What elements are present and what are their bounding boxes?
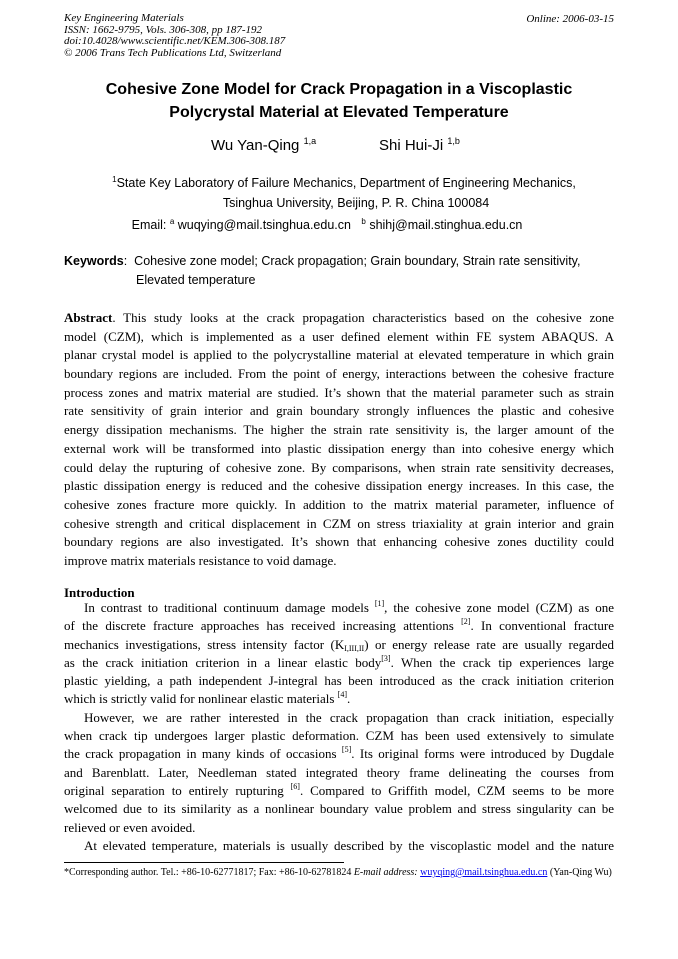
abstract-line: boundary regions are also investigated. It’s shown that enhancing cohesive zones ductility could — [64, 534, 614, 550]
email-label: Email: — [131, 218, 170, 233]
abstract-line: energy dissipation mechanisms. The higher the strain rate sensitivity is, the larger amount of the — [64, 422, 614, 438]
affiliation-line: State Key Laboratory of Failure Mechanics, Department of Engineering Mechanics, — [116, 176, 576, 191]
journal-name: Key Engineering Materials — [64, 12, 184, 24]
citation-ref: [3] — [381, 653, 391, 663]
online-date: Online: 2006-03-15 — [526, 13, 614, 25]
paragraph-line: mechanics investigations, stress intensity factor $(K_{I,III,II})$ or energy release rate are usually regarded — [64, 636, 614, 653]
title-line: Cohesive Zone Model for Crack Propagation in a Viscoplastic — [105, 81, 573, 98]
keywords-text: Cohesive zone model; Crack propagation; Grain boundary, Strain rate sensitivity, — [134, 254, 581, 268]
abstract-line: external work will be transformed into plastic dissipation energy than into cohesive energy which — [64, 440, 614, 456]
citation-ref: [5] — [341, 745, 352, 755]
abstract-line: improve matrix materials resistance to void damage. — [64, 552, 337, 568]
journal-header — [64, 13, 285, 59]
abstract-line: could delay the rupturing of cohesive zone. By comparisons, when strain rate sensitivity decreases, — [64, 459, 614, 475]
author — [379, 136, 460, 154]
introduction-body — [64, 599, 614, 855]
abstract-line: process zones and matrix material are studied. It’s shown that the material parameter such as strain — [64, 384, 614, 400]
affiliation-sup: 1 — [112, 175, 117, 184]
email-sup: a — [169, 217, 175, 226]
abstract-line: planar crystal model is applied to the polycrystalline material at elevated temperature in which grain — [64, 347, 614, 363]
footnote-divider — [64, 862, 344, 863]
copyright: © 2006 Trans Tech Publications Ltd, Switzerland — [64, 46, 282, 59]
doi: doi:10.4028/www.scientific.net/KEM.306-308.187 — [64, 35, 286, 47]
citation-ref: [2] — [461, 617, 471, 627]
paragraph-line: relieved or even avoided. — [64, 819, 196, 835]
citation-ref: [1] — [374, 599, 385, 608]
keywords — [64, 252, 614, 290]
paragraph-line: as the crack initiation criterion in a linear elastic body[3]. When the crack tip experiences large — [64, 653, 614, 670]
footnote-text: *Corresponding author. Tel.: +86-10-62771817; Fax: +86-10-62781824 — [64, 867, 354, 878]
abstract-line: plastic dissipation energy is reduced and the cohesive dissipation energy increases. In this case, the — [64, 478, 614, 494]
paragraph-line: In contrast to traditional continuum damage models [1], the cohesive zone model (CZM) as one — [84, 599, 614, 615]
abstract-line: cohesive strength and critical displacement in CZM on stress triaxiality at grain interior and grain — [64, 515, 614, 531]
paragraph-line: the crack propagation in many kinds of occasions [5]. Its original forms were introduced by Dugdale — [64, 745, 614, 762]
abstract — [64, 309, 614, 571]
section-heading: Introduction — [64, 585, 135, 600]
footnote-email-link[interactable]: wuyqing@mail.tsinghua.edu.cn — [420, 867, 548, 878]
issn: ISSN: 1662-9795, Vols. 306-308, pp 187-192 — [64, 23, 262, 36]
keywords-label: Keywords — [64, 254, 124, 268]
abstract-line: cohesive zones fracture more quickly. In addition to the matrix material parameter, influence of — [64, 496, 614, 512]
paragraph-line: At elevated temperature, materials is usually described by the viscoplastic model and the nature — [84, 837, 614, 853]
author — [211, 136, 316, 154]
abstract-line: rate sensitivity of grain interior and grain boundary strongly influences the plastic and cohesive — [64, 403, 614, 419]
paragraph-line: plastic yielding, a path independent J-integral has been introduced as the crack initiation criterion — [64, 673, 614, 689]
author-name: Wu Yan-Qing — [211, 137, 300, 154]
paragraph-line: which is strictly valid for nonlinear elastic materials [4]. — [64, 690, 351, 707]
paragraph-line: of the discrete fracture approaches has received increasing attentions [2]. In conventional fracture — [64, 617, 614, 634]
abstract-line: boundary regions are included. From the point of energy, interactions between the cohesive fracture — [64, 366, 614, 382]
abstract-label: Abstract — [64, 310, 113, 325]
citation-ref: [6] — [290, 781, 300, 791]
affiliation-line: Tsinghua University, Beijing, P. R. China 100084 — [222, 196, 490, 211]
paragraph-line: welcomed due to its similarity as a nonlinear boundary value problem and stress singularity can be — [64, 801, 614, 817]
abstract-line: model (CZM), which is implemented as a user defined element within FE system ABAQUS. A — [64, 328, 614, 344]
email-a[interactable]: wuqying@mail.tsinghua.edu.cn — [174, 218, 351, 233]
author-sup: 1,b — [447, 136, 460, 146]
citation-ref: [4] — [337, 690, 347, 700]
author-sup: 1,a — [303, 136, 317, 146]
affiliation — [0, 170, 678, 213]
paragraph-line: original separation to entirely rupturing [6]. Compared to Griffith model, CZM seems to be more — [64, 781, 614, 798]
keywords-colon: : — [123, 254, 135, 268]
subscript: I,III,II — [344, 643, 365, 653]
footnote — [64, 866, 614, 879]
paragraph-line: when crack tip undergoes larger plastic deformation. CZM has been used extensively to simulate — [64, 728, 614, 744]
email-line — [0, 212, 666, 235]
paragraph-line: However, we are rather interested in the crack propagation than crack initiation, especially — [84, 709, 614, 725]
paper-title — [0, 78, 678, 124]
email-sup: b — [361, 217, 366, 226]
footnote-text: (Yan-Qing Wu) — [547, 867, 612, 878]
email-b[interactable]: shihj@mail.stinghua.edu.cn — [365, 218, 523, 233]
title-line: Polycrystal Material at Elevated Temperature — [169, 104, 509, 121]
footnote-email-label: E-mail address: — [353, 867, 418, 878]
keywords-text: Elevated temperature — [136, 273, 256, 287]
abstract-line: Abstract. This study looks at the crack propagation characteristics based on the cohesive zone — [64, 310, 614, 325]
author-name: Shi Hui-Ji — [379, 137, 444, 154]
paragraph-line: and Barenblatt. Later, Needleman stated integrated theory frame delineating the courses from — [64, 764, 614, 780]
